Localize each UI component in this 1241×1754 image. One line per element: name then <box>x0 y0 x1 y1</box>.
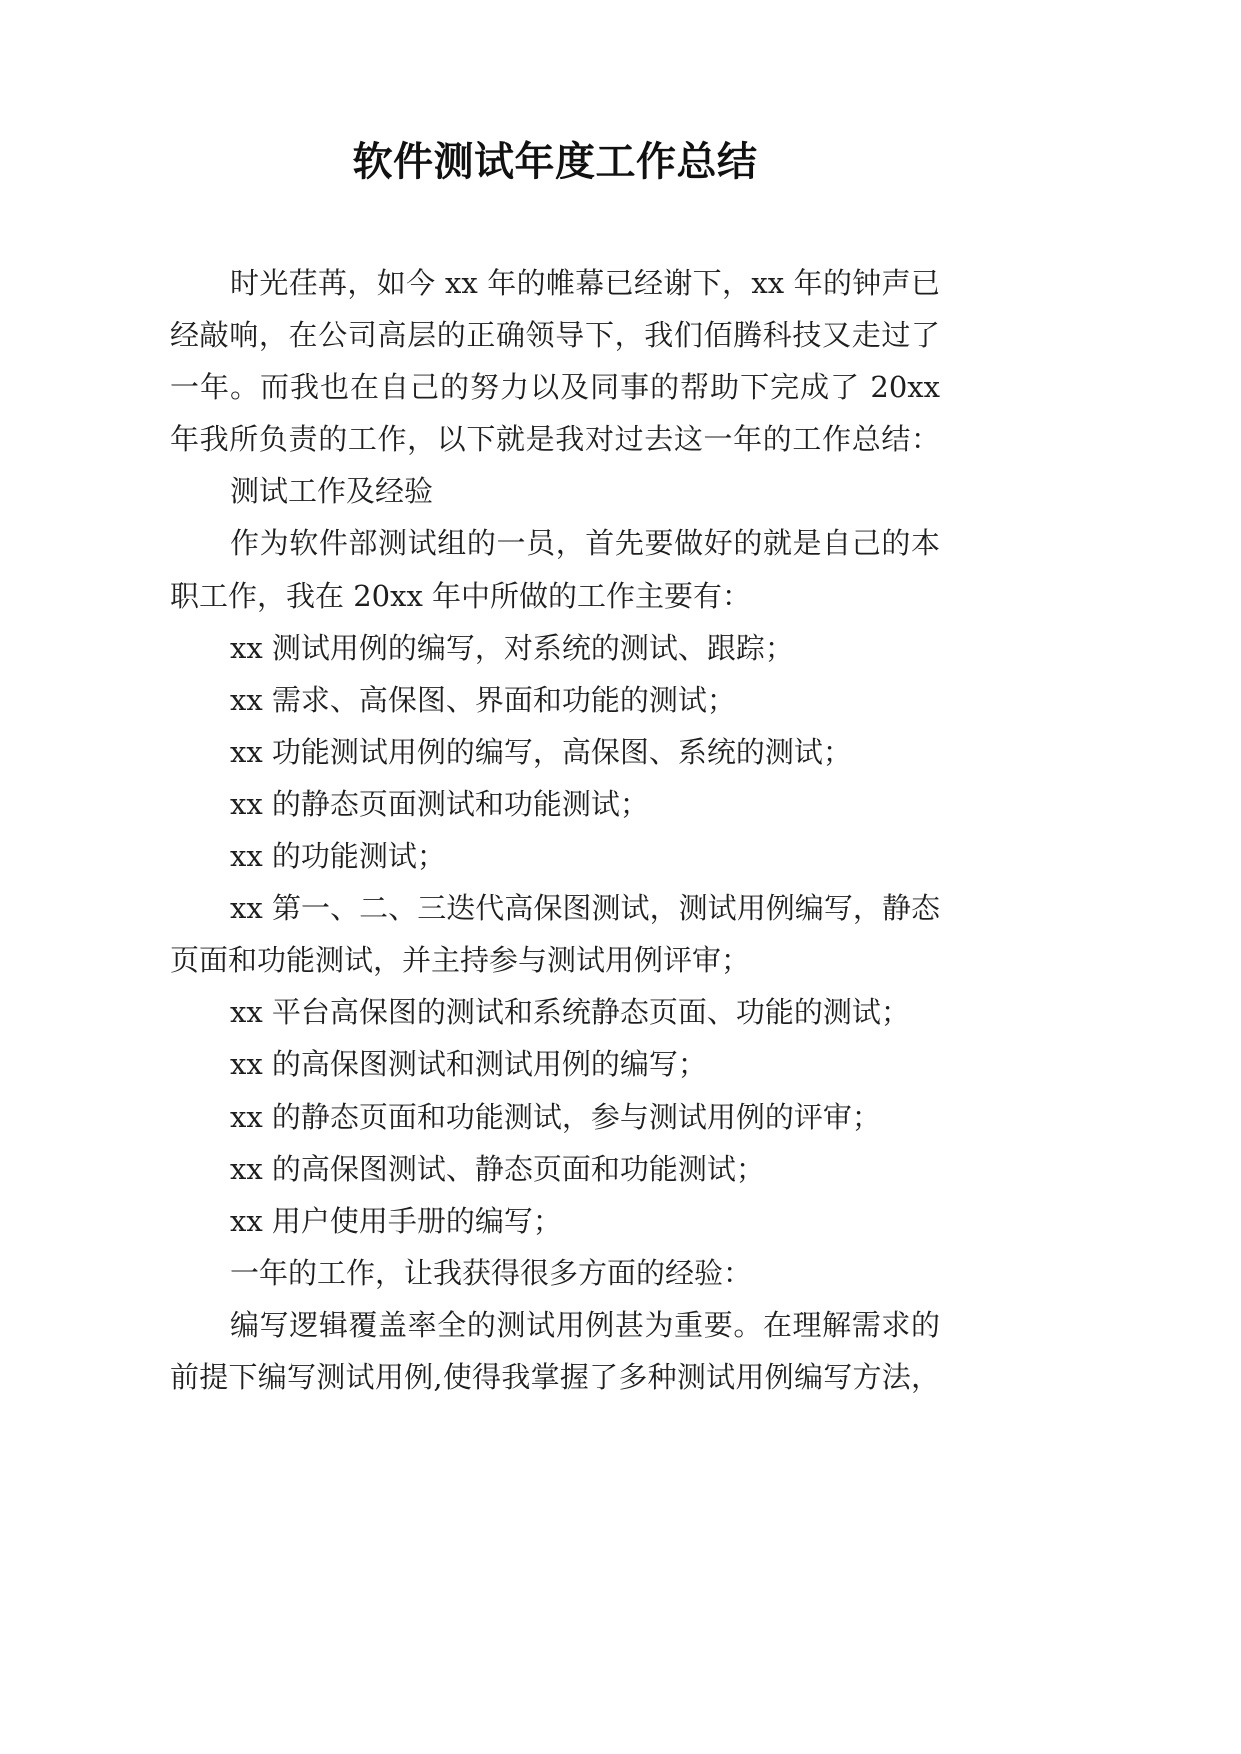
section-heading <box>170 465 940 517</box>
work-item <box>170 778 940 830</box>
work-item <box>170 1195 940 1247</box>
text-line: 页面和功能测试，并主持参与测试用例评审； <box>170 943 751 978</box>
work-item <box>170 1091 940 1143</box>
text-line: xx 的功能测试； <box>230 839 446 874</box>
work-item <box>170 726 940 778</box>
document-body <box>170 257 940 1403</box>
text-line: 经敲响，在公司高层的正确领导下，我们佰腾科技又走过了 <box>170 318 940 353</box>
experience-paragraph <box>170 1299 940 1403</box>
work-item <box>170 986 940 1038</box>
text-line: 作为软件部测试组的一员，首先要做好的就是自己的本 <box>230 526 940 561</box>
text-line: xx 的高保图测试、静态页面和功能测试； <box>230 1151 765 1186</box>
intro-paragraph <box>170 257 940 465</box>
work-item <box>170 830 940 882</box>
text-line: xx 的静态页面测试和功能测试； <box>230 786 649 821</box>
text-line: 一年的工作，让我获得很多方面的经验： <box>230 1255 753 1290</box>
document-title: 软件测试年度工作总结 <box>352 138 758 185</box>
text-line: xx 的静态页面和功能测试，参与测试用例的评审； <box>230 1099 881 1134</box>
text-line: 一年。而我也在自己的努力以及同事的帮助下完成了 20xx <box>170 370 940 405</box>
text-line: xx 测试用例的编写，对系统的测试、跟踪； <box>230 630 794 665</box>
text-line: xx 的高保图测试和测试用例的编写； <box>230 1047 707 1082</box>
experience-intro <box>170 1247 940 1299</box>
text-line: xx 用户使用手册的编写； <box>230 1203 562 1238</box>
role-paragraph <box>170 517 940 621</box>
text-line: 编写逻辑覆盖率全的测试用例甚为重要。在理解需求的 <box>230 1307 940 1342</box>
work-item <box>170 674 940 726</box>
text-line: xx 功能测试用例的编写，高保图、系统的测试； <box>230 734 852 769</box>
text-line: 测试工作及经验 <box>230 474 434 509</box>
text-line: 职工作，我在 20xx 年中所做的工作主要有： <box>170 578 752 613</box>
work-item <box>170 1038 940 1090</box>
text-line: 时光荏苒，如今 xx 年的帷幕已经谢下，xx 年的钟声已 <box>230 266 940 300</box>
work-item <box>170 882 940 986</box>
text-line: xx 平台高保图的测试和系统静态页面、功能的测试； <box>230 995 910 1030</box>
work-item <box>170 1143 940 1195</box>
text-line: 年我所负责的工作，以下就是我对过去这一年的工作总结： <box>170 422 940 457</box>
text-line: xx 第一、二、三迭代高保图测试，测试用例编写，静态 <box>230 891 940 926</box>
text-line: 前提下编写测试用例,使得我掌握了多种测试用例编写方法， <box>170 1359 940 1394</box>
work-item <box>170 622 940 674</box>
text-line: xx 需求、高保图、界面和功能的测试； <box>230 682 736 717</box>
